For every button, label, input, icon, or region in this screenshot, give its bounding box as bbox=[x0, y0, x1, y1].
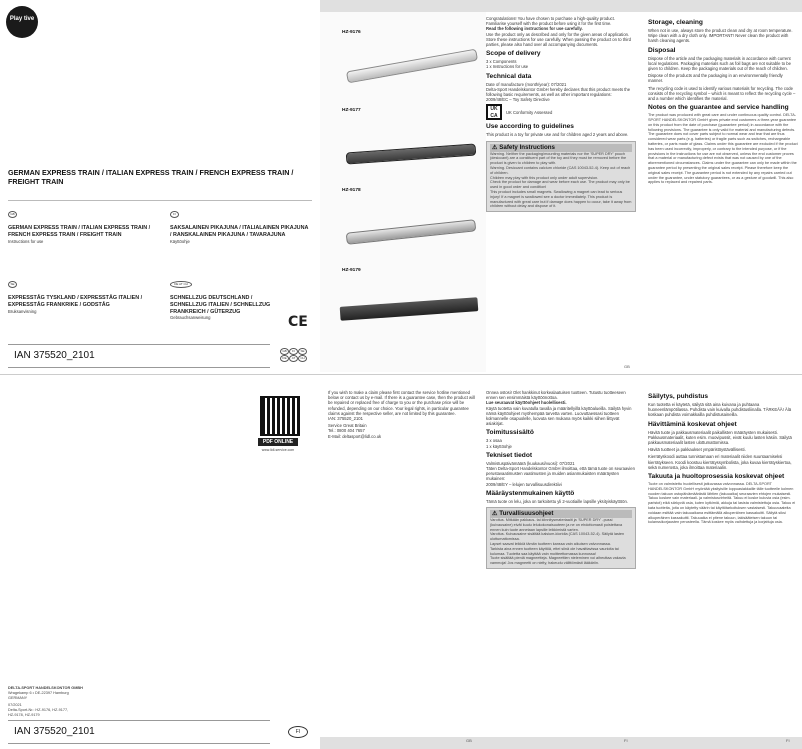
service-tel: Tel.: 0800 404 7657 bbox=[328, 428, 365, 434]
lang-block-de bbox=[170, 276, 290, 321]
fi-disposal-text-2: Hävitä tuotteet ja pakkaukset ympäristöystävällisesti. bbox=[648, 447, 746, 453]
de-subtitle: Gebrauchsanweisung bbox=[170, 315, 211, 321]
model-numbers: Delta-Sport-Nr.: HZ-9176, HZ-9177, bbox=[8, 708, 69, 713]
fi-scope-item-2: 1 x käyttöohje bbox=[486, 443, 512, 449]
fi-intro: Onnea ostosi! Olet hankkinut korkealaatuisen tuotteen. Tutustu tuotteeseen ennen sen ensimmäistä käyttöönottoa. bbox=[486, 390, 626, 401]
tech-declaration: Delta-Sport Handelskontor GmbH hereby declares that this product meets the following basic requirements, as well as other important regulations: bbox=[486, 86, 631, 98]
gb-title: GERMAN EXPRESS TRAIN / ITALIAN EXPRESS TRAIN / FRENCH EXPRESS TRAIN / FREIGHT TRAIN bbox=[8, 225, 151, 238]
pdf-online-url: www.lidl-service.com bbox=[261, 448, 295, 452]
train-image-3 bbox=[346, 219, 477, 245]
fi-storage-text: Kun tuotetta ei käytetä, säilytä sitä aina kuivana ja puhtaana huoneenlämpötilassa. Puhdista vain kuivalla puhdistusliinalla. TÄRKEÄÄ! Älä koskaan puhdista voimakkailla puhdistusaineilla. bbox=[648, 402, 792, 418]
service-email: E-Mail: deltasport@lidl.co.uk bbox=[328, 433, 382, 439]
intro-text-2: Use the product only as described and only for the given areas of application. Store these instructions for use carefully. When passing the product on to third parties, please also hand over all accompanying documents. bbox=[486, 31, 631, 48]
scope-item-2: 1 x Instructions for use bbox=[486, 64, 529, 70]
version-date: 07/2021 bbox=[8, 703, 22, 708]
fi-subtitle: Käyttöohje bbox=[170, 238, 190, 244]
disposal-text-2: Dispose of the products and the packaging in an environmentally friendly manner. bbox=[648, 73, 783, 84]
train-image-4 bbox=[340, 297, 479, 321]
model-label-2: HZ-9177 bbox=[342, 108, 361, 113]
fi-page bbox=[486, 376, 802, 749]
fi-scope-item-1: 3 x osaa bbox=[486, 438, 502, 444]
warning-icon: ⚠ bbox=[492, 510, 500, 518]
safety-item: Warning. Neither the packaging/mounting materials nor the 'SUPER DRY' pouch (desiccant) are a constituent part of the toy and they must be removed before the product is given to children to play with. bbox=[490, 151, 627, 166]
company-name: DELTA-SPORT HANDELSKONTOR GMBH bbox=[8, 686, 83, 690]
lang-block-gb bbox=[8, 206, 156, 244]
disposal-title: Disposal bbox=[648, 46, 676, 54]
fi-disposal-text: Hävitä tuote ja pakkausmateriaalit paikallisten määräysten mukaisesti. Pakkausmateriaalit, kuten esim. muovipussit, eivät kuulu lasten käsiin. Säilytä pakkausmateriaalit lasten ulottumattomissa. bbox=[648, 429, 792, 446]
safety-title-text: Safety Instructions bbox=[499, 143, 555, 151]
gb-col-1 bbox=[486, 16, 636, 212]
ian-label-bottom: IAN 375520_2101 bbox=[14, 726, 95, 737]
safety-item: Warning. Desiccant contains calcium chloride (CAS 10043-52-4). Keep out of reach of children. bbox=[490, 166, 631, 175]
fi-disposal-title: Hävittäminä koskevat ohjeet bbox=[648, 420, 737, 428]
model-label-1: HZ-9176 bbox=[342, 30, 361, 35]
model-label-3: HZ-9178 bbox=[342, 188, 361, 193]
models-page bbox=[320, 0, 486, 372]
fi-intro-2: Käytä tuotetta vain kuvatulla tavalla ja määritellyillä käyttöalueilla. Säilytä hyvin nämä käyttöohjeet myöhempää tarvetta varten. Luovuttaessasi tuotteen kolmannelle osapuolelle, luovuta sen mukana myös kaikki siihen liittyvät asiakirjat. bbox=[486, 405, 632, 427]
safety-title bbox=[490, 144, 632, 152]
fi-title: SAKSALAINEN PIKAJUNA / ITALIALAINEN PIKAJUNA / RANSKALAINEN PIKAJUNA / TAVARAJUNA bbox=[170, 225, 309, 238]
fi-storage-title: Säilytys, puhdistus bbox=[648, 393, 709, 400]
fi-col-2 bbox=[648, 390, 798, 525]
fi-safety-title-text: Turvallisuusohjeet bbox=[499, 510, 554, 518]
fi-tech-directive: 2009/48/EY – lelujen turvallisuusdirektiivi bbox=[486, 481, 562, 487]
safety-item: Check the product for damage and wear before each use. The product may only be used in good order and condition! bbox=[490, 180, 630, 190]
fi-guarantee-title: Takuuta ja huoltoprosessia koskevat ohjeet bbox=[648, 473, 785, 481]
fi-tech-declaration: Täten Delta-Sport Handelskontor GmbH ilmoittaa, että tämä tuote on seuraavien perustavaatimusten vaatimusten ja muiden asianmukaisten määräysten mukainen: bbox=[486, 466, 635, 482]
scope-item-1: 3 x Components bbox=[486, 59, 517, 65]
tech-date: Date of manufacture (month/year): 07/2021 bbox=[486, 81, 567, 87]
service-name: Service Great Britain bbox=[328, 423, 367, 429]
badge-se: SE bbox=[298, 348, 307, 355]
fi-flag-badge: FI bbox=[170, 211, 179, 218]
bottom-grey-bar bbox=[320, 737, 486, 749]
fi-safety-item: Varoitus. Kuivausaine sisältää kalsium-kloridia (CAS 10043-52-4). Säilytä lasten ulottumattomissa. bbox=[490, 532, 625, 542]
page-label-gb-bottom: GB bbox=[466, 738, 472, 743]
claim-col bbox=[328, 390, 478, 439]
lang-block-fi bbox=[170, 206, 310, 244]
cover-page bbox=[0, 0, 320, 372]
gb-page bbox=[486, 0, 802, 372]
gb-col-2 bbox=[648, 16, 798, 185]
top-grey-bar-right bbox=[486, 0, 802, 12]
badge-at: AT bbox=[289, 355, 298, 362]
pdf-online-label: PDF ONLINE bbox=[258, 438, 298, 446]
claim-ian: IAN: 375520_2101 bbox=[328, 416, 363, 422]
intro-text: Congratulations! You have chosen to purchase a high-quality product. Familiarise yourself with the product before using it for the first time. bbox=[486, 16, 615, 27]
fi-safety-item: Tarkista aina ennen tuotteen käyttöä, ettei siinä ole havaittavissa vaurioita tai kulumaa. Tuotetta saa käyttää vain moitteettomassa kunnossa! bbox=[490, 546, 619, 556]
badge-fi: FI bbox=[289, 348, 298, 355]
gb-flag-badge: GB bbox=[8, 211, 17, 218]
main-title: GERMAN EXPRESS TRAIN / ITALIAN EXPRESS TRAIN / FRENCH EXPRESS TRAIN / FREIGHT TRAIN bbox=[8, 168, 294, 186]
back-page bbox=[0, 376, 320, 749]
company-block bbox=[8, 686, 148, 718]
page-label-fi-left: FI bbox=[624, 738, 628, 743]
ian-label: IAN 375520_2101 bbox=[14, 350, 95, 361]
company-country: GERMANY bbox=[8, 695, 28, 700]
train-image-1 bbox=[346, 49, 478, 84]
fi-safety-item: Varoitus. Mitkään pakkaus- tai kiinnitysmateriaalit ja 'SUPER DRY' -pussi (kuivausaine) eivät kuulu lelukokonaisuuteen ja ne on ehdottomasti poistettava ennen kuin tuote annetaan lapsille leikkimistä varten. bbox=[490, 518, 623, 532]
guarantee-title: Notes on the guarantee and service handling bbox=[648, 104, 789, 112]
fi-guarantee-text: Tuote on valmistettu huolellisesti jatkuvassa valvonnassa. DELTA-SPORT HANDELSKONTOR GmbH myöntää yksityisille loppuasiakkaille tälle tuotteelle kolmen vuoden takuun ostopäivämäärästä lähtien (takuuaika) seuraavien ehtojen mukaisesti. Takuu koskee vain materiaali- ja valmistusvirheitä. Takuu ei koske kuluvia osia (esim. paristot) eikä särkyviä osia, kuten kytkimiä, akkuja tai lasista valmistettuja osia. Takuu ei kata tuotteita, joita on käytetty väärin tai käyttötarkoituksen vastaisesti. Takuuvaateita voidaan esittää vain takuuaikana esittämällä alkuperäinen kassakuitti. Säilytä siksi alkuperäinen kassakuitti. Takuuaika ei pitene takuun, lakisääteisen takuun tai kulanssikorjausten perusteella. Tämä koskee myös vaihdettuja ja korjattuja osia. bbox=[648, 482, 796, 525]
badge-de: DE bbox=[280, 355, 289, 362]
brand-logo: Play tive bbox=[6, 6, 38, 38]
claim-text: If you wish to make a claim please first contact the service hotline mentioned below or contact us by e-mail. If there is a guarantee case, then the product will be repaired or replaced free of charge to you or the purchase price will be refunded, depending on our choice. Your legal rights, in particular guarantee claims against the respective seller, are not limited by this guarantee. bbox=[328, 390, 475, 416]
lang-block-se bbox=[8, 276, 156, 314]
fi-tech-date: Valmistuspäivämäärä (kuukausi/vuosi): 07/2021 bbox=[486, 460, 575, 466]
train-image-2 bbox=[346, 143, 477, 164]
page-label-gb: GB bbox=[624, 364, 630, 369]
page-label-fi-right: FI bbox=[786, 738, 790, 743]
fi-page-badge: FI bbox=[288, 726, 308, 738]
horizontal-fold bbox=[0, 374, 802, 375]
fi-use-title: Määräystenmukainen käyttö bbox=[486, 489, 575, 497]
tech-title: Technical data bbox=[486, 72, 532, 80]
fi-read: Lue seuraavat käyttöohjeet huolellisesti. bbox=[486, 400, 567, 406]
model-numbers-2: HZ-9178, HZ-9179 bbox=[8, 712, 40, 717]
ce-mark: CE bbox=[288, 314, 308, 330]
fi-safety-box bbox=[486, 507, 636, 569]
top-grey-bar bbox=[320, 0, 486, 12]
scope-title: Scope of delivery bbox=[486, 50, 541, 58]
recycle-text: The recycling code is used to identify various materials for recycling. The code consists of the recycling symbol – which is meant to reflect the recycling cycle – and a number which identifies the material. bbox=[648, 85, 796, 102]
use-title: Use according to guidelines bbox=[486, 123, 574, 131]
disposal-text: Dispose of the article and the packaging materials in accordance with current local regulations. Packaging materials such as foil bags are not suitable to be given to children. Keep the packaging materials out of the reach of children. bbox=[648, 55, 791, 72]
storage-title: Storage, cleaning bbox=[648, 19, 703, 26]
fi-use-text: Tämä tuote on lelu, joka on tarkoitettu yli 2-vuotiaille lapsille yksityiskäyttöön. bbox=[486, 498, 628, 504]
company-address: Wragekamp 6 • DE-22397 Hamburg bbox=[8, 690, 69, 695]
tech-directive: 2009/48/EC – Toy Safety Directive bbox=[486, 97, 550, 103]
safety-item: Children may play with this product only under adult supervision. bbox=[490, 175, 599, 180]
model-label-4: HZ-9179 bbox=[342, 268, 361, 273]
use-text: This product is a toy for private use and for children aged 2 years and above. bbox=[486, 132, 629, 138]
ukca-row bbox=[486, 104, 636, 120]
fi-safety-item: Tuote sisältää pieniä magneetteja. Magneettien nieleminen voi aiheuttaa vakavia vammoja! Jos magneetti on nielty, hakeudu välittömästi lääkäriin. bbox=[490, 556, 626, 566]
warning-icon: ⚠ bbox=[492, 143, 500, 151]
se-flag-badge: SE bbox=[8, 281, 17, 288]
ian-box bbox=[8, 344, 270, 368]
se-title: EXPRESSTÅG TYSKLAND / EXPRESSTÅG ITALIEN / EXPRESSTÅG FRANKRIKE / GODSTÅG bbox=[8, 295, 143, 308]
de-title: SCHNELLZUG DEUTSCHLAND / SCHNELLZUG ITALIEN / SCHNELLZUG FRANKREICH / GÜTERZUG bbox=[170, 295, 271, 315]
gb-subtitle: Instructions for use bbox=[8, 238, 44, 244]
fi-safety-title bbox=[490, 510, 632, 518]
storage-text: When not in use, always store the product clean and dry at room temperature. Wipe clean with a dry cloth only. IMPORTANT! Never clean the product with harsh cleaning agents. bbox=[648, 28, 793, 44]
gb-claim-page bbox=[320, 376, 486, 749]
read-instructions: Read the following instructions for use carefully. bbox=[486, 26, 583, 32]
badge-gb: GB bbox=[280, 348, 289, 355]
ukca-mark-icon: UK CA bbox=[486, 104, 502, 120]
lang-badges bbox=[280, 348, 312, 362]
safety-box bbox=[486, 141, 636, 213]
qr-code bbox=[260, 396, 300, 436]
divider bbox=[8, 200, 312, 201]
fi-col-1 bbox=[486, 390, 636, 569]
fi-scope-title: Toimitussisältö bbox=[486, 429, 534, 437]
badge-ch: CH bbox=[298, 355, 307, 362]
de-flag-badge: DE AT CH bbox=[170, 281, 192, 288]
ukca-text: UK Conformity Assessed bbox=[506, 109, 553, 115]
bottom-grey-bar-right bbox=[486, 737, 802, 749]
se-subtitle: Bruksanvisning bbox=[8, 308, 37, 314]
guarantee-text: The product was produced with great care and under continuous quality control. DELTA-SPORT HANDELSKONTOR GmbH gives private end customers a three-year guarantee on this product from the date of purchase (guarantee period) in accordance with the following provisions. The guarantee is only valid for material and manufacturing defects. The guarantee does not cover parts subject to normal wear and tear that are thus considered wear parts (e.g. batteries) or fragile parts such as switches, rechargeable batteries, or parts made of glass. Claims under this guarantee are excluded if the product has been used incorrectly, improperly, or contrary to the intended purpose, or if the provisions in the instructions for use are not observed, unless the end customer proves that a material or manufacturing defect exists that was not caused by one of the aforementioned circumstances. Claims under the guarantee can only be made within the guarantee period by presenting the original sales receipt. Please therefore keep the original sales receipt. The guarantee period is not extended by any repairs carried out under the guarantee, under statutory guarantees, or as a gesture of goodwill. This also applies to replaced and repaired parts. bbox=[648, 113, 798, 185]
fi-safety-item: Lapset saavat leikkiä tämän tuotteen kanssa vain aikuisen valvonnassa. bbox=[490, 542, 611, 547]
fi-tech-title: Tekniset tiedot bbox=[486, 451, 533, 459]
safety-item: This product includes small magnets. Swallowing a magnet can lead to serious injury! If a magnet is swallowed see a doctor immediately. This product is manufactured with great care but if damage does happen to occur, take it away from children without delay and dispose of it. bbox=[490, 190, 632, 209]
fi-recycle-text: Kierrätyskoodi auttaa tunnistamaan eri materiaalit niiden suuntaamiseksi kierrätykseen. Koodi koostuu kierrätyssymbolista, joka kuvaa kierrätyskiertoa, sekä numerosta, joka ilmoittaa materiaalin. bbox=[648, 454, 792, 470]
ian-box-bottom bbox=[8, 720, 270, 744]
